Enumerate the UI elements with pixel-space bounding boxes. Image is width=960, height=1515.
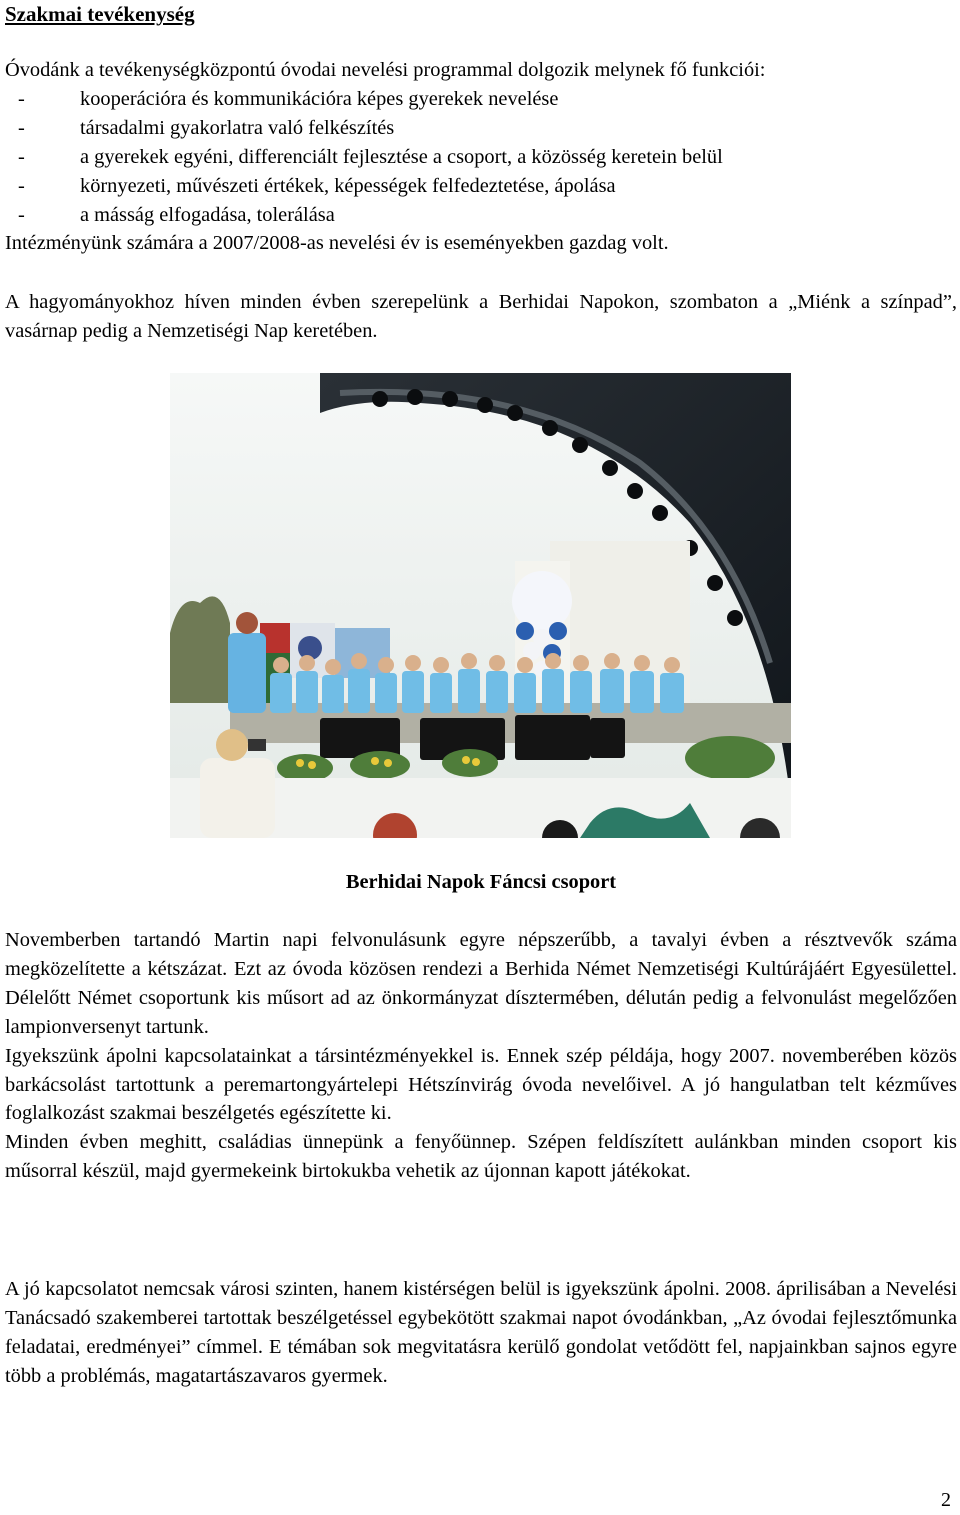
list-dash: -	[18, 116, 25, 139]
tradition-paragraph: A hagyományokhoz híven minden évben szerepelünk a Berhidai Napokon, szombaton a „Miénk a színpad”, vasárnap pedig a Nemzetiségi Nap keretében.	[5, 291, 957, 342]
list-dash: -	[18, 145, 25, 168]
intro-text: Óvodánk a tevékenységközpontú óvodai nevelési programmal dolgozik melynek fő funkciói:	[5, 59, 766, 81]
partners-paragraph: Igyekszünk ápolni kapcsolatainkat a társintézményekkel is. Ennek szép példája, hogy 2007. novemberében közös barkácsolást tartottunk a peremartongyártelepi Hétszínvirág óvoda nevelőivel. A jó hangulatban telt kézműves foglalkozást szakmai beszélgetés egészítette ki.	[5, 1044, 957, 1125]
photo-caption: Berhidai Napok Fáncsi csoport	[345, 871, 617, 893]
stage-photo	[170, 373, 791, 838]
martin-paragraph: Novemberben tartandó Martin napi felvonulásunk egyre népszerűbb, a tavalyi évben a résztvevők száma megközelítette a kétszázat. Ezt az óvoda közösen rendezi a Berhida Német Nemzetiségi Kultúrájáért Egyesülettel. Délelőtt Német csoportunk kis műsort ad az önkormányzat dísztermében, délután pedig a felvonulást megelőzően lampionversenyt tartunk.	[5, 929, 957, 1038]
body-block	[5, 926, 957, 1186]
stage-photo-illustration	[170, 373, 791, 838]
list-text: kooperációra és kommunikációra képes gyerekek nevelése	[80, 87, 559, 110]
list-dash: -	[18, 87, 25, 110]
relations-paragraph: A jó kapcsolatot nemcsak városi szinten, hanem kistérségen belül is igyekszünk ápolni. 2008. áprilisában a Nevelési Tanácsadó szakemberei tartottak beszélgetéssel egybekötött szakmai napot óvodánkban, „Az óvodai fejlesztőmunka feladatai, eredményei” címmel. E témában sok megvitatásra kerülő gondolat vetődött fel, napjainkban sajnos egyre több a problémás, magatartászavaros gyermek.	[5, 1278, 957, 1387]
list-item	[5, 201, 957, 230]
list-item	[5, 143, 957, 172]
list-dash: -	[18, 174, 25, 197]
functions-list	[5, 85, 957, 230]
page-number: 2	[941, 1489, 951, 1511]
intro-block	[5, 56, 957, 258]
list-item	[5, 172, 957, 201]
list-item	[5, 85, 957, 114]
list-item	[5, 114, 957, 143]
list-text: társadalmi gyakorlatra való felkészítés	[80, 116, 395, 139]
section-heading: Szakmai tevékenység	[5, 2, 195, 26]
list-dash: -	[18, 203, 25, 226]
list-text: környezeti, művészeti értékek, képességek felfedeztetése, ápolása	[80, 174, 616, 197]
list-text: a másság elfogadása, tolerálása	[80, 203, 335, 226]
list-text: a gyerekek egyéni, differenciált fejlesztése a csoport, a közösség keretein belül	[80, 145, 723, 168]
fenyo-paragraph: Minden évben meghitt, családias ünnepünk a fenyőünnep. Szépen feldíszített aulánkban minden csoport kis műsorral készül, majd gyermekeink birtokukba vehetik az újonnan kapott játékokat.	[5, 1131, 957, 1183]
after-list-text: Intézményünk számára a 2007/2008-as nevelési év is eseményekben gazdag volt.	[5, 232, 669, 255]
